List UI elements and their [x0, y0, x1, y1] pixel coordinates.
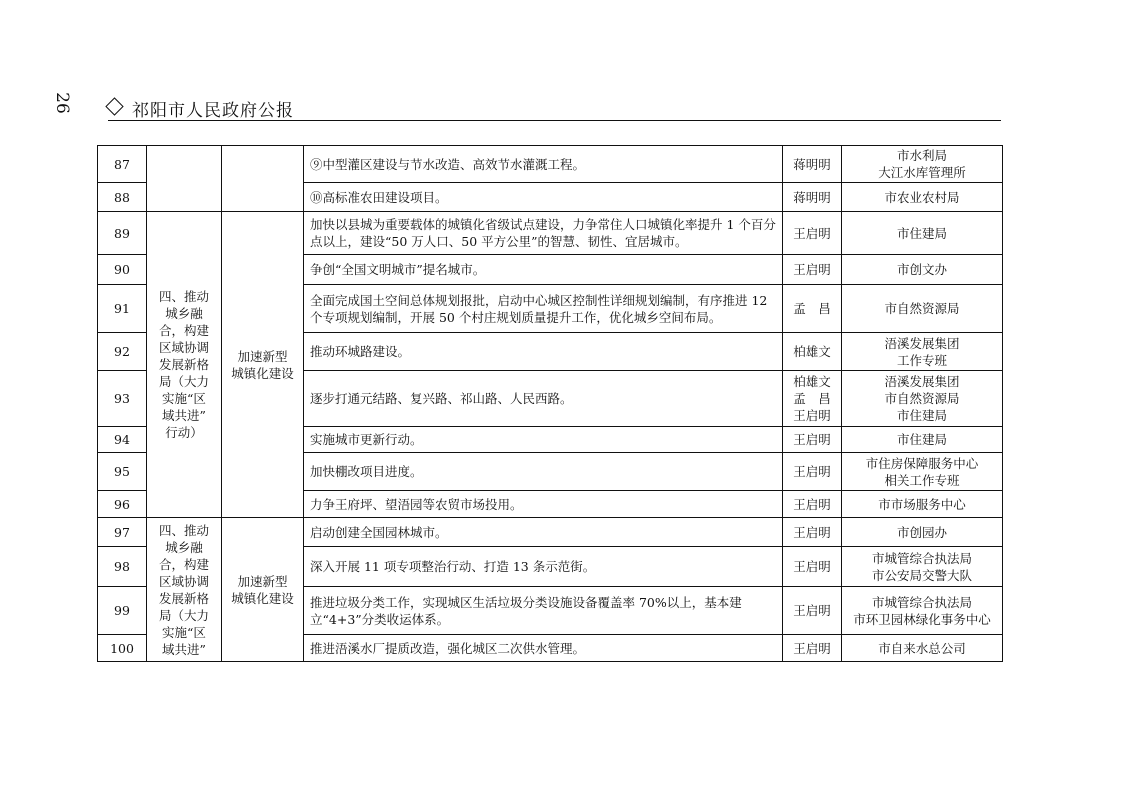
- responsible-unit: 市市场服务中心: [842, 491, 1003, 518]
- task-description: 推进浯溪水厂提质改造，强化城区二次供水管理。: [304, 635, 783, 662]
- category-cell: 四、推动 城乡融 合，构建 区域协调 发展新格 局（大力 实施“区 域共进” 行动）: [147, 212, 222, 518]
- subcategory-cell: 加速新型 城镇化建设: [222, 518, 304, 662]
- row-number: 95: [98, 453, 147, 491]
- subcategory-cell: 加速新型 城镇化建设: [222, 212, 304, 518]
- row-number: 90: [98, 255, 147, 285]
- task-description: ⑩高标准农田建设项目。: [304, 183, 783, 212]
- responsible-unit: 市自来水总公司: [842, 635, 1003, 662]
- responsible-unit: 市城管综合执法局 市公安局交警大队: [842, 547, 1003, 587]
- task-description: 实施城市更新行动。: [304, 427, 783, 453]
- responsible-unit: 浯溪发展集团 市自然资源局 市住建局: [842, 371, 1003, 427]
- row-number: 93: [98, 371, 147, 427]
- responsible-leader: 王启明: [783, 587, 842, 635]
- page-number: 26: [52, 92, 72, 114]
- row-number: 96: [98, 491, 147, 518]
- responsible-unit: 市创园办: [842, 518, 1003, 547]
- row-number: 88: [98, 183, 147, 212]
- category-cell: 四、推动 城乡融 合，构建 区域协调 发展新格 局（大力 实施“区 域共进”: [147, 518, 222, 662]
- responsible-leader: 柏雄文 孟 昌 王启明: [783, 371, 842, 427]
- responsible-leader: 王启明: [783, 453, 842, 491]
- row-number: 99: [98, 587, 147, 635]
- table-row: [98, 518, 1003, 547]
- responsible-leader: 王启明: [783, 255, 842, 285]
- task-description: 推进垃圾分类工作，实现城区生活垃圾分类设施设备覆盖率 70%以上，基本建立“4+3”分类收运体系。: [304, 587, 783, 635]
- category-cell-empty: [147, 146, 222, 212]
- responsible-leader: 柏雄文: [783, 333, 842, 371]
- responsible-leader: 王启明: [783, 635, 842, 662]
- responsible-unit: 市城管综合执法局 市环卫园林绿化事务中心: [842, 587, 1003, 635]
- responsible-leader: 王启明: [783, 491, 842, 518]
- responsible-unit: 市创文办: [842, 255, 1003, 285]
- task-description: 逐步打通元结路、复兴路、祁山路、人民西路。: [304, 371, 783, 427]
- task-description: 推动环城路建设。: [304, 333, 783, 371]
- responsible-unit: 市住建局: [842, 427, 1003, 453]
- subcategory-cell-empty: [222, 146, 304, 212]
- row-number: 98: [98, 547, 147, 587]
- publication-title: 祁阳市人民政府公报: [132, 101, 294, 121]
- task-description: ⑨中型灌区建设与节水改造、高效节水灌溉工程。: [304, 146, 783, 183]
- row-number: 97: [98, 518, 147, 547]
- responsible-leader: 王启明: [783, 547, 842, 587]
- task-description: 启动创建全国园林城市。: [304, 518, 783, 547]
- row-number: 92: [98, 333, 147, 371]
- task-description: 加快以县城为重要载体的城镇化省级试点建设，力争常住人口城镇化率提升 1 个百分点以上，建设“50 万人口、50 平方公里”的智慧、韧性、宜居城市。: [304, 212, 783, 255]
- task-description: 深入开展 11 项专项整治行动、打造 13 条示范街。: [304, 547, 783, 587]
- responsible-unit: 市自然资源局: [842, 285, 1003, 333]
- responsible-leader: 蒋明明: [783, 146, 842, 183]
- responsible-leader: 王启明: [783, 212, 842, 255]
- task-description: 加快棚改项目进度。: [304, 453, 783, 491]
- responsible-leader: 蒋明明: [783, 183, 842, 212]
- page-header: [108, 96, 1001, 121]
- diamond-icon: [105, 97, 123, 115]
- row-number: 91: [98, 285, 147, 333]
- row-number: 89: [98, 212, 147, 255]
- table-row: [98, 146, 1003, 183]
- responsible-unit: 浯溪发展集团 工作专班: [842, 333, 1003, 371]
- responsible-leader: 王启明: [783, 518, 842, 547]
- responsible-leader: 王启明: [783, 427, 842, 453]
- row-number: 100: [98, 635, 147, 662]
- responsible-unit: 市住建局: [842, 212, 1003, 255]
- task-description: 全面完成国土空间总体规划报批，启动中心城区控制性详细规划编制，有序推进 12 个专项规划编制，开展 50 个村庄规划质量提升工作，优化城乡空间布局。: [304, 285, 783, 333]
- responsible-leader: 孟 昌: [783, 285, 842, 333]
- row-number: 94: [98, 427, 147, 453]
- responsible-unit: 市住房保障服务中心 相关工作专班: [842, 453, 1003, 491]
- row-number: 87: [98, 146, 147, 183]
- table-row: [98, 212, 1003, 255]
- task-table: [97, 145, 1003, 662]
- task-description: 力争王府坪、望浯园等农贸市场投用。: [304, 491, 783, 518]
- task-description: 争创“全国文明城市”提名城市。: [304, 255, 783, 285]
- responsible-unit: 市水利局 大江水库管理所: [842, 146, 1003, 183]
- responsible-unit: 市农业农村局: [842, 183, 1003, 212]
